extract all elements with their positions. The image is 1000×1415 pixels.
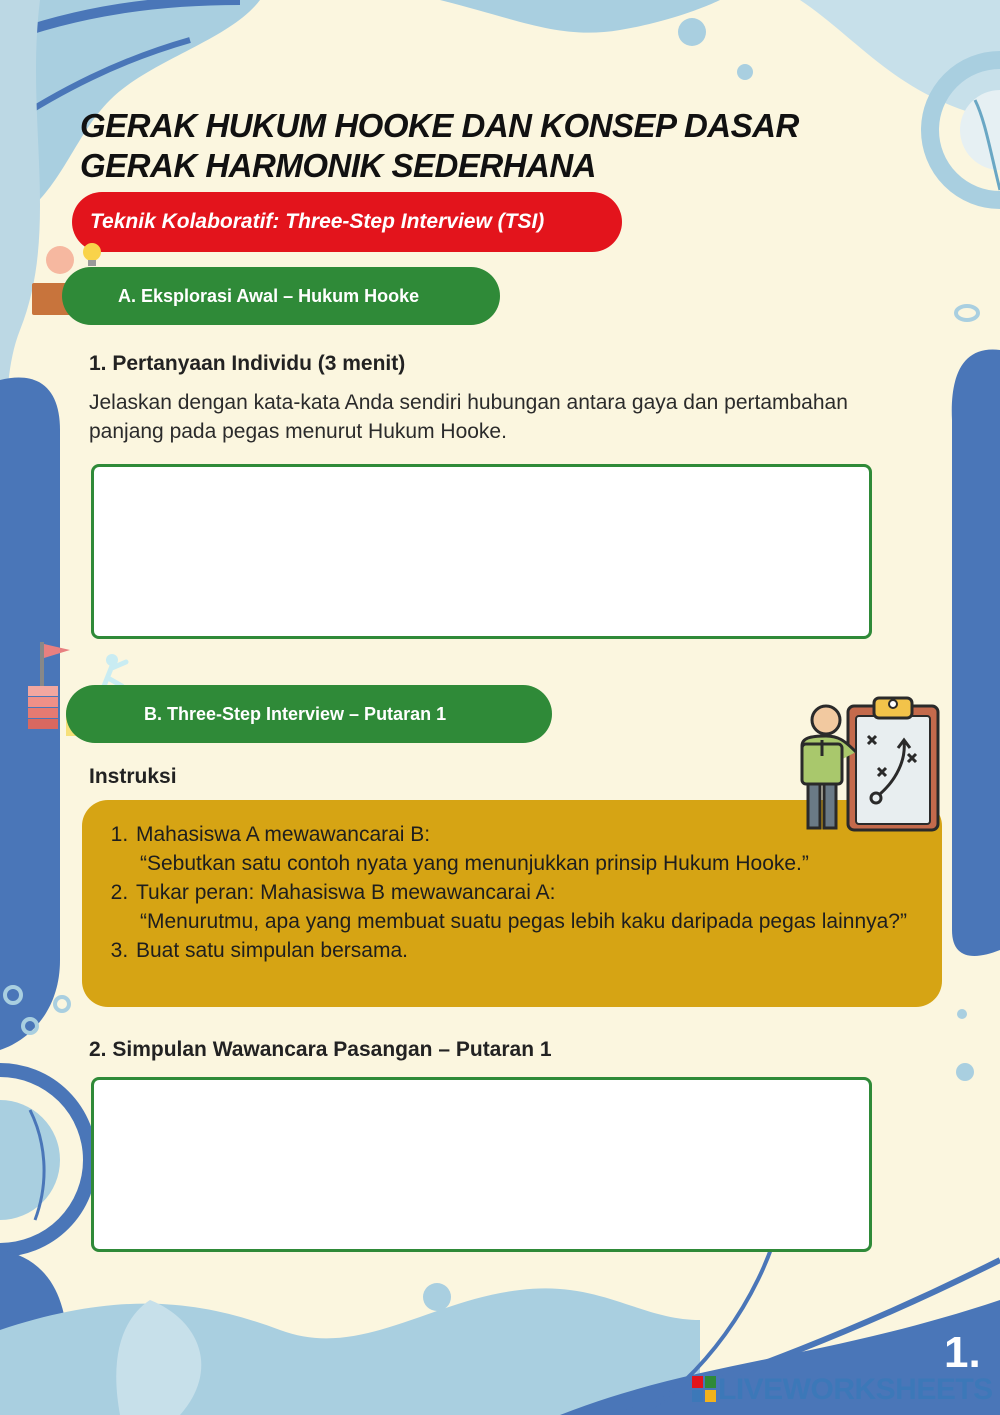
page-number: 1. bbox=[944, 1328, 981, 1377]
conclusion-heading: 2. Simpulan Wawancara Pasangan – Putaran 1 bbox=[89, 1038, 552, 1061]
presenter-strategy-icon bbox=[796, 690, 944, 834]
instruction-2-text: Tukar peran: Mahasiswa B mewawancarai A: bbox=[136, 881, 556, 904]
page-title bbox=[80, 106, 860, 186]
instruction-item-2 bbox=[134, 878, 922, 936]
question-1-heading: 1. Pertanyaan Individu (3 menit) bbox=[89, 352, 406, 375]
answer-box-1[interactable] bbox=[91, 464, 872, 639]
instruction-item-3 bbox=[134, 936, 922, 965]
liveworksheets-grid-icon bbox=[692, 1376, 716, 1402]
title-line-1: GERAK HUKUM HOOKE DAN KONSEP DASAR bbox=[80, 107, 799, 144]
instruction-3-text: Buat satu simpulan bersama. bbox=[136, 939, 408, 962]
instruction-1-text: Mahasiswa A mewawancarai B: bbox=[136, 823, 431, 846]
brand-name: LIVEWORKSHEETS bbox=[718, 1373, 993, 1406]
question-1-text: Jelaskan dengan kata-kata Anda sendiri hubungan antara gaya dan pertambahan panjang pada pegas menurut Hukum Hooke. bbox=[89, 391, 848, 443]
technique-banner: Teknik Kolaboratif: Three-Step Interview (TSI) bbox=[72, 192, 622, 252]
section-a-pill: A. Eksplorasi Awal – Hukum Hooke bbox=[62, 267, 500, 325]
instructions-list bbox=[106, 820, 922, 965]
instruction-2-quote: “Menurutmu, apa yang membuat suatu pegas lebih kaku daripada pegas lainnya?” bbox=[140, 910, 907, 933]
title-line-2: GERAK HARMONIK SEDERHANA bbox=[80, 147, 597, 184]
answer-box-2[interactable] bbox=[91, 1077, 872, 1252]
liveworksheets-logo[interactable] bbox=[692, 1373, 993, 1407]
instruction-1-quote: “Sebutkan satu contoh nyata yang menunjukkan prinsip Hukum Hooke.” bbox=[140, 852, 809, 875]
section-b-pill: B. Three-Step Interview – Putaran 1 bbox=[66, 685, 552, 743]
instructions-label: Instruksi bbox=[89, 765, 177, 788]
